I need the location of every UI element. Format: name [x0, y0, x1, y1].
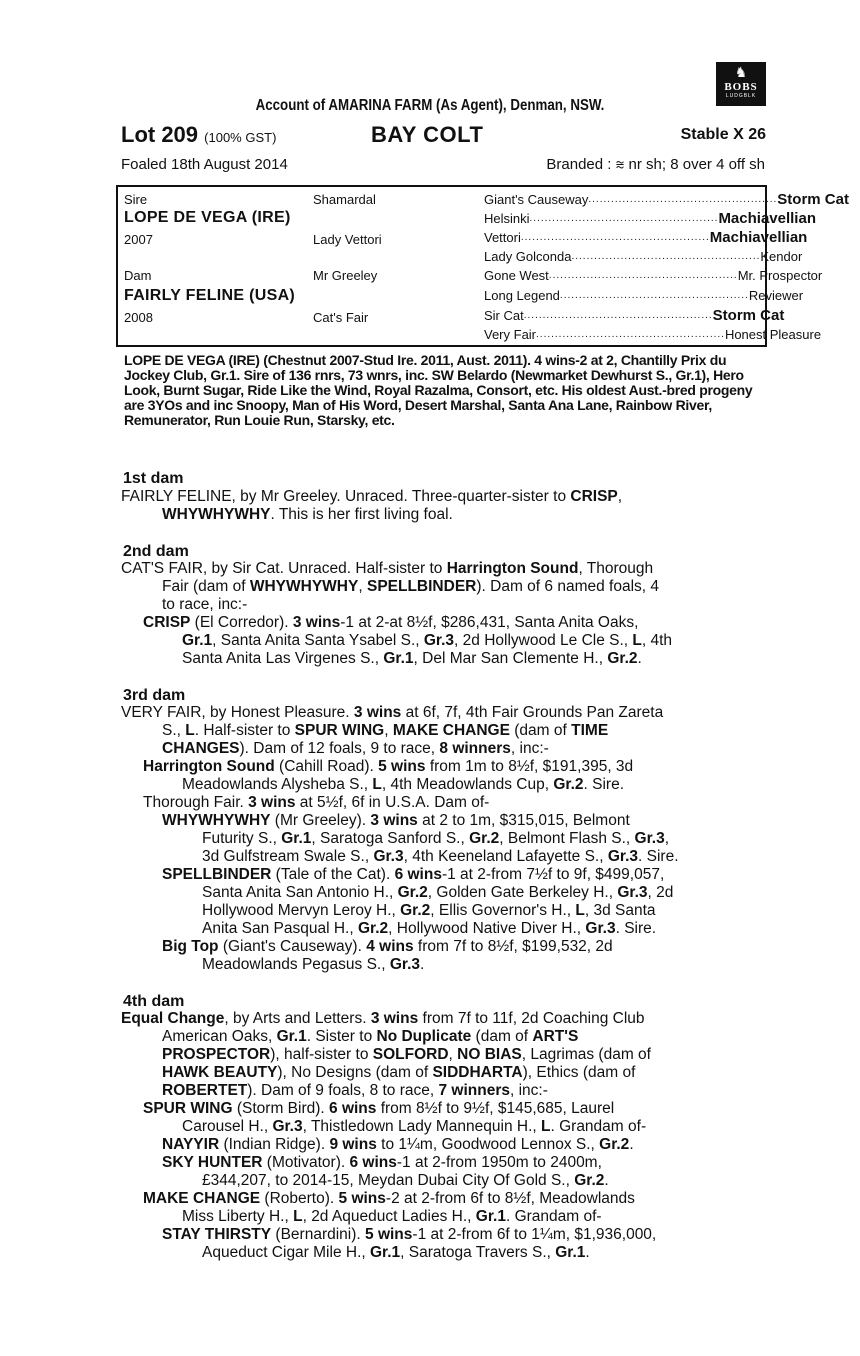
dam-label: Dam — [124, 268, 152, 283]
dam-year: 2008 — [124, 310, 153, 325]
stable-number: Stable X 26 — [680, 126, 766, 143]
grandparent-row: Very Fair .................................................. Honest Pleasure — [484, 327, 822, 342]
pedigree-table — [116, 185, 849, 347]
dam-sire: Mr Greeley — [313, 268, 378, 283]
grandparent-row: Helsinki .................................................. Machiavellian — [484, 210, 816, 227]
sire-year: 2007 — [124, 232, 153, 247]
sire-sire: Shamardal — [313, 192, 376, 207]
lot-header — [121, 122, 766, 148]
sire-dam: Lady Vettori — [313, 232, 382, 247]
sire-name: LOPE DE VEGA (IRE) — [124, 209, 291, 226]
first-dam-text: FAIRLY FELINE, by Mr Greeley. Unraced. Three-quarter-sister to CRISP, — [121, 488, 623, 505]
sire-label: Sire — [124, 192, 148, 207]
section-heading: 1st dam — [123, 470, 184, 487]
foaled-date: Foaled 18th August 2014 — [121, 156, 288, 173]
section-heading: 2nd dam — [123, 543, 189, 560]
section-heading: 4th dam — [123, 993, 185, 1010]
second-dam-text: CAT'S FAIR, by Sir Cat. Unraced. Half-sister to Harrington Sound, Thorough — [121, 560, 654, 577]
sale-logo: ♞ BOBS LUDGBLK — [716, 62, 766, 106]
dam-name: FAIRLY FELINE (USA) — [124, 287, 296, 304]
lot-number: Lot 209 (100% GST) — [121, 122, 277, 147]
sire-summary: LOPE DE VEGA (IRE) (Chestnut 2007-Stud Ire. 2011, Aust. 2011). 4 wins-2 at 2, Chantilly Prix du Jockey Club, Gr.1. Sire of 136 rnrs, 73 wnrs, inc. SW Belardo (Newmarket Dewhurst S., Gr.1), Hero Look, Burnt Sugar, Ride Like the Wind, Royal Razalma, Consort, etc. His oldest Aust.-bred progeny are 3YOs and inc Snoopy, Man of His Word, Desert Marshal, Santa Ana Lane, Rainbow River, Remunerator, Run Louie Run, Starsky, etc. — [124, 352, 753, 428]
grandparent-row: Lady Golconda .................................................. Kendor — [484, 249, 803, 264]
dam-dam: Cat's Fair — [313, 310, 369, 325]
grandparent-row: Gone West .................................................. Mr. Prospector — [484, 268, 823, 283]
section-heading: 3rd dam — [123, 687, 186, 704]
third-dam-text: VERY FAIR, by Honest Pleasure. 3 wins at 6f, 7f, 4th Fair Grounds Pan Zareta — [121, 704, 664, 721]
grandparent-row: Giant's Causeway .................................................. Storm Cat — [484, 191, 849, 208]
brand-description: Branded : ⩬ nr sh; 8 over 4 off sh — [546, 156, 765, 173]
grandparent-row: Sir Cat .................................................. Storm Cat — [484, 307, 785, 324]
grandparent-row: Long Legend .................................................. Reviewer — [484, 288, 804, 303]
grandparent-row: Vettori .................................................. Machiavellian — [484, 229, 808, 246]
fourth-dam-text: Equal Change, by Arts and Letters. 3 wins from 7f to 11f, 2d Coaching Club — [121, 1010, 645, 1027]
horse-logo-icon: ♞ — [734, 64, 748, 80]
lot-description: BAY COLT — [371, 122, 484, 147]
vendor-account: Account of AMARINA FARM (As Agent), Denman, NSW. — [255, 97, 605, 114]
